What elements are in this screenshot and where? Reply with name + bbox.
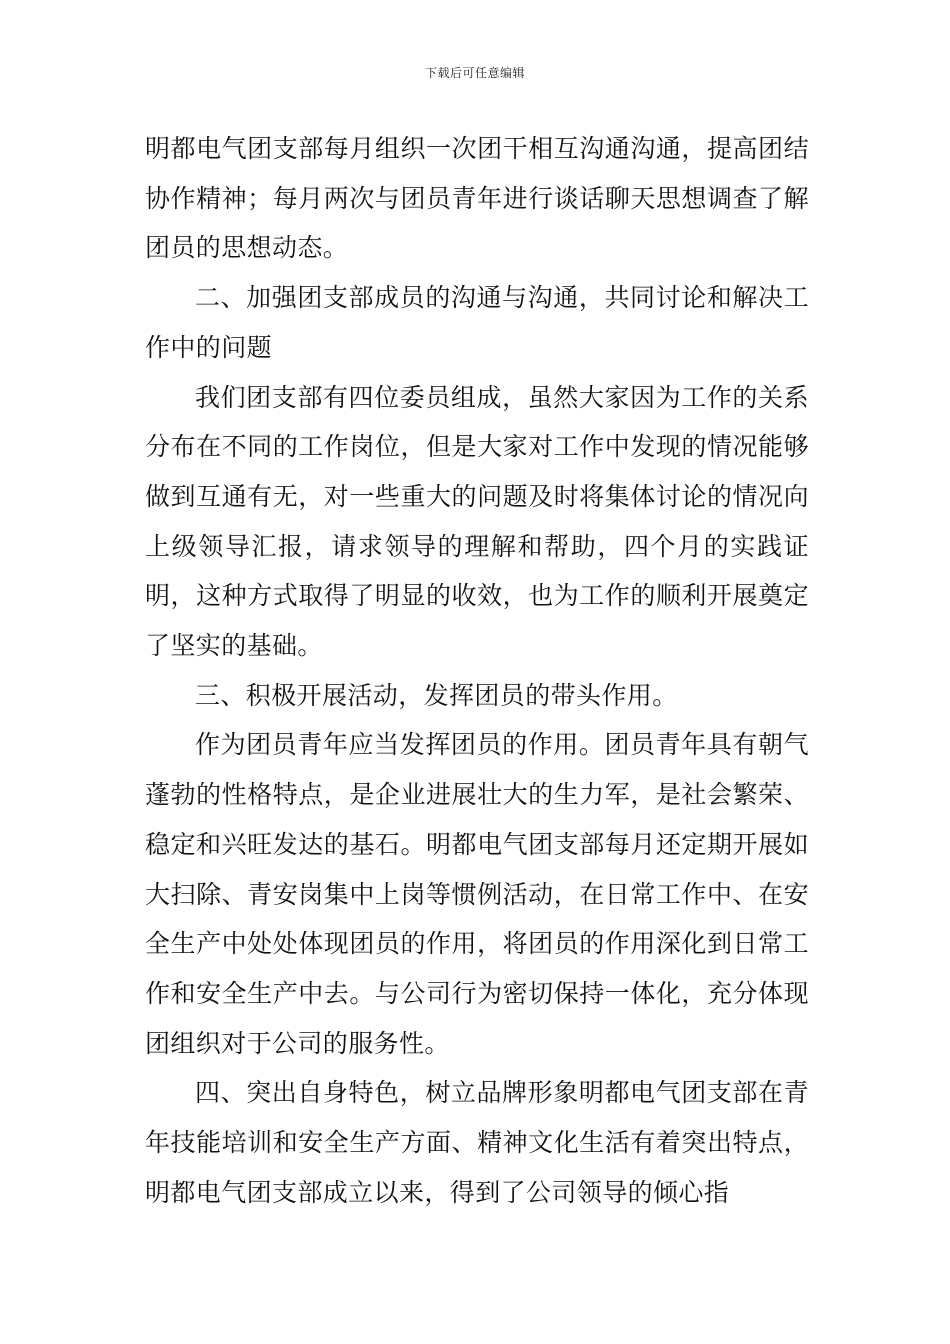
document-body	[145, 124, 809, 1217]
page-header-note: 下载后可任意编辑	[424, 66, 525, 80]
paragraph-5: 作为团员青年应当发挥团员的作用。团员青年具有朝气蓬勃的性格特点，是企业进展壮大的生力军，是社会繁荣、稳定和兴旺发达的基石。明都电气团支部每月还定期开展如大扫除、青安岗集中上岗等惯例活动，在日常工作中、在安全生产中处处体现团员的作用，将团员的作用深化到日常工作和安全生产中去。与公司行为密切保持一体化，充分体现团组织对于公司的服务性。	[145, 730, 809, 1058]
section-heading-4: 四、突出自身特色，树立品牌形象明都电气团支部在青年技能培训和安全生产方面、精神文化生活有着突出特点，明都电气团支部成立以来，得到了公司领导的倾心指	[145, 1078, 809, 1207]
paragraph-1: 明都电气团支部每月组织一次团干相互沟通沟通，提高团结协作精神；每月两次与团员青年进行谈话聊天思想调查了解团员的思想动态。	[145, 134, 809, 263]
paragraph-3: 我们团支部有四位委员组成，虽然大家因为工作的关系分布在不同的工作岗位，但是大家对工作中发现的情况能够做到互通有无，对一些重大的问题及时将集体讨论的情况向上级领导汇报，请求领导的理解和帮助，四个月的实践证明，这种方式取得了明显的收效，也为工作的顺利开展奠定了坚实的基础。	[145, 382, 809, 661]
section-heading-3: 三、积极开展活动，发挥团员的带头作用。	[195, 680, 678, 710]
section-heading-2: 二、加强团支部成员的沟通与沟通，共同讨论和解决工作中的问题	[145, 283, 809, 362]
